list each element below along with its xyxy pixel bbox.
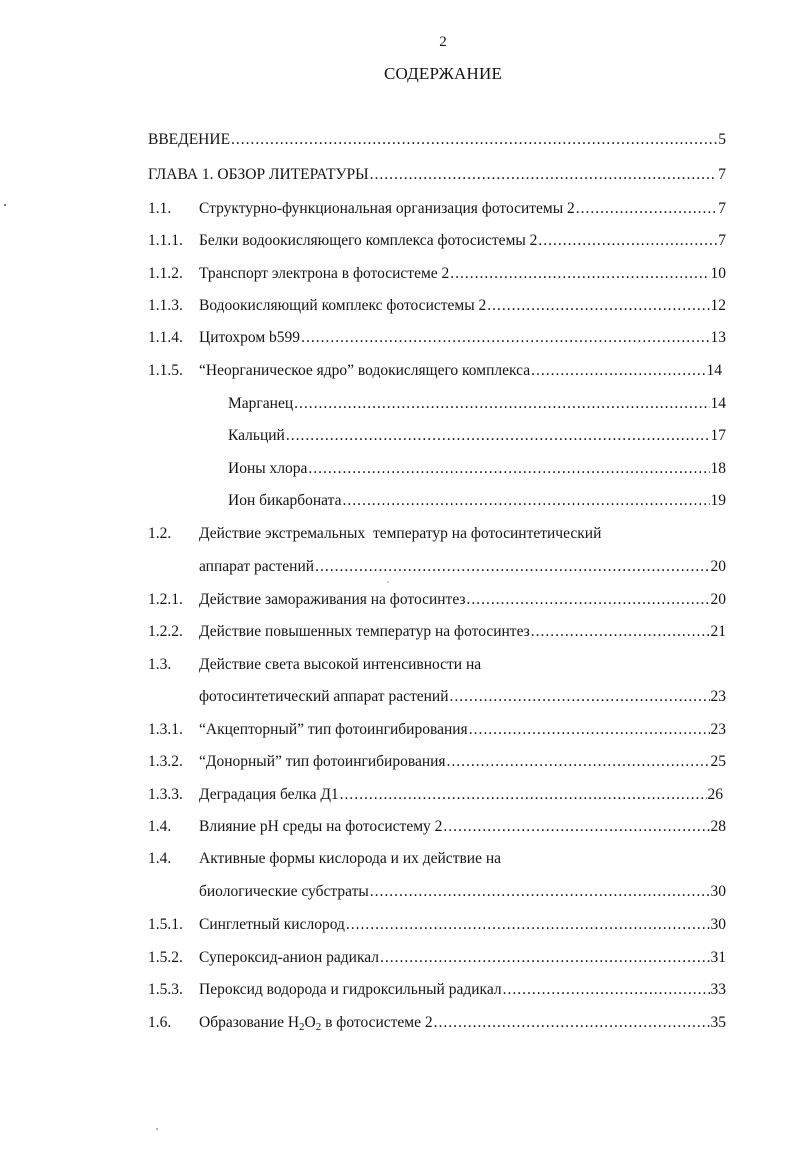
toc-entry-introduction[interactable] bbox=[148, 129, 726, 151]
toc-entry-1-3-2[interactable] bbox=[148, 751, 726, 773]
toc-label: Структурно-функциональная организация фотоситемы 2 bbox=[199, 200, 575, 217]
toc-entry-1-3[interactable] bbox=[148, 654, 726, 676]
toc-page: 14 bbox=[710, 395, 726, 412]
toc-page: 18 bbox=[710, 460, 726, 477]
toc-number: 1.1.2. bbox=[148, 265, 183, 282]
toc-page: 19 bbox=[710, 492, 726, 509]
toc-page: 28 bbox=[710, 818, 726, 835]
dot-leader bbox=[503, 979, 710, 1001]
toc-entry-1-5-2[interactable] bbox=[148, 947, 726, 969]
toc-entry-1-5-3[interactable] bbox=[148, 979, 726, 1001]
toc-page: 23 bbox=[710, 721, 726, 738]
scan-speck bbox=[4, 204, 6, 206]
dot-leader bbox=[576, 198, 717, 220]
dot-leader bbox=[467, 589, 710, 611]
toc-label: Образование $H_2O_2$ в фотосистеме 2 bbox=[199, 1014, 433, 1033]
dot-leader bbox=[531, 360, 705, 382]
toc-entry-chloride-ions[interactable] bbox=[228, 458, 726, 480]
toc-label: Действие экстремальных температур на фотосинтетический bbox=[199, 525, 602, 542]
toc-label: ВВЕДЕНИЕ bbox=[148, 131, 231, 148]
toc-number: 1.5.1. bbox=[148, 916, 183, 933]
toc-entry-1-4-ros-continuation[interactable] bbox=[199, 881, 726, 903]
dot-leader bbox=[231, 129, 717, 151]
dot-leader bbox=[340, 784, 707, 806]
toc-entry-1-1-4[interactable] bbox=[148, 327, 726, 349]
toc-label: ГЛАВА 1. ОБЗОР ЛИТЕРАТУРЫ bbox=[148, 166, 369, 183]
toc-number: 1.3. bbox=[148, 656, 172, 673]
dot-leader bbox=[342, 490, 709, 512]
dot-leader bbox=[308, 458, 709, 480]
toc-label: Ионы хлора bbox=[228, 460, 308, 477]
toc-page: 25 bbox=[710, 753, 726, 770]
toc-entry-1-3-1[interactable] bbox=[148, 719, 726, 741]
toc-page: 10 bbox=[710, 265, 726, 282]
toc-label: Транспорт электрона в фотосистеме 2 bbox=[199, 265, 450, 282]
scan-speck bbox=[387, 581, 389, 583]
dot-leader bbox=[469, 719, 710, 741]
toc-label: фотосинтетический аппарат растений bbox=[199, 688, 449, 705]
toc-label: Влияние pH среды на фотосистему 2 bbox=[199, 818, 443, 835]
toc-entry-manganese[interactable] bbox=[228, 393, 726, 415]
toc-entry-calcium[interactable] bbox=[228, 425, 726, 447]
toc-page: 12 bbox=[710, 297, 726, 314]
dot-leader bbox=[538, 230, 717, 252]
toc-entry-1-6[interactable] bbox=[148, 1012, 726, 1034]
toc-label: аппарат растений bbox=[199, 558, 315, 575]
dot-leader bbox=[370, 164, 718, 186]
dot-leader bbox=[380, 947, 710, 969]
toc-number: 1.4. bbox=[148, 850, 172, 867]
toc-label: Цитохром b599 bbox=[199, 329, 301, 346]
toc-label: Супероксид-анион радикал bbox=[199, 949, 379, 966]
toc-number: 1.4. bbox=[148, 818, 172, 835]
toc-number: 1.2.1. bbox=[148, 591, 183, 608]
toc-page: 26 bbox=[707, 786, 723, 803]
dot-leader bbox=[370, 881, 710, 903]
toc-entry-1-2[interactable] bbox=[148, 523, 726, 545]
toc-page: 5 bbox=[718, 131, 726, 148]
toc-entry-1-5-1[interactable] bbox=[148, 914, 726, 936]
toc-label: “Неорганическое ядро” водокислящего комплекса bbox=[199, 362, 531, 379]
toc-label: Действие повышенных температур на фотосинтез bbox=[199, 623, 530, 640]
toc-entry-1-4-ros[interactable] bbox=[148, 848, 726, 870]
page-title: СОДЕРЖАНИЕ bbox=[383, 64, 503, 83]
scan-speck bbox=[156, 1128, 158, 1130]
toc-entry-1-2-1[interactable] bbox=[148, 589, 726, 611]
toc-page: 20 bbox=[710, 558, 726, 575]
toc-number: 1.2. bbox=[148, 525, 172, 542]
toc-entry-1-4[interactable] bbox=[148, 816, 726, 838]
toc-label: “Акцепторный” тип фотоингибирования bbox=[199, 721, 468, 738]
toc-number: 1.1.3. bbox=[148, 297, 183, 314]
toc-page: 21 bbox=[710, 623, 726, 640]
dot-leader bbox=[531, 621, 710, 643]
toc-entry-bicarbonate-ion[interactable] bbox=[228, 490, 726, 512]
toc-label: Марганец bbox=[228, 395, 294, 412]
dot-leader bbox=[434, 1012, 710, 1034]
toc-page: 7 bbox=[718, 166, 726, 183]
toc-label: Белки водоокисляющего комплекса фотосистемы 2 bbox=[199, 232, 538, 249]
toc-label: Действие света высокой интенсивности на bbox=[199, 656, 482, 673]
toc-number: 1.3.2. bbox=[148, 753, 183, 770]
toc-page: 30 bbox=[710, 883, 726, 900]
toc-entry-1-1-1[interactable] bbox=[148, 230, 726, 252]
dot-leader bbox=[487, 295, 709, 317]
toc-entry-chapter-1[interactable] bbox=[148, 164, 726, 186]
toc-entry-1-1-5[interactable] bbox=[148, 360, 722, 382]
toc-page: 33 bbox=[710, 981, 726, 998]
dot-leader bbox=[286, 425, 710, 447]
toc-number: 1.1.5. bbox=[148, 362, 183, 379]
toc-page: 13 bbox=[710, 329, 726, 346]
toc-number: 1.5.2. bbox=[148, 949, 183, 966]
toc-entry-1-1[interactable] bbox=[148, 198, 726, 220]
toc-page: 20 bbox=[710, 591, 726, 608]
toc-number: 1.2.2. bbox=[148, 623, 183, 640]
toc-page: 35 bbox=[710, 1014, 726, 1031]
toc-label: биологические субстраты bbox=[199, 883, 369, 900]
page-number: 2 bbox=[439, 34, 447, 50]
toc-label: Ион бикарбоната bbox=[228, 492, 342, 509]
toc-entry-1-2-continuation[interactable] bbox=[199, 556, 726, 578]
toc-page: 23 bbox=[710, 688, 726, 705]
dot-leader bbox=[294, 393, 709, 415]
dot-leader bbox=[450, 686, 710, 708]
toc-number: 1.3.1. bbox=[148, 721, 183, 738]
toc-label: Кальций bbox=[228, 427, 285, 444]
toc-number: 1.1.4. bbox=[148, 329, 183, 346]
toc-page: 14 bbox=[706, 362, 722, 379]
toc-label: Водоокисляющий комплекс фотосистемы 2 bbox=[199, 297, 487, 314]
toc-number: 1.3.3. bbox=[148, 786, 183, 803]
toc-label: Деградация белка Д1 bbox=[199, 786, 339, 803]
dot-leader bbox=[301, 327, 709, 349]
dot-leader bbox=[443, 816, 709, 838]
toc-entry-1-1-3[interactable] bbox=[148, 295, 726, 317]
toc-number: 1.5.3. bbox=[148, 981, 183, 998]
toc-label: Синглетный кислород bbox=[199, 916, 345, 933]
toc-entry-1-1-2[interactable] bbox=[148, 263, 726, 285]
toc-label: Активные формы кислорода и их действие на bbox=[199, 850, 502, 867]
toc-entry-1-2-2[interactable] bbox=[148, 621, 726, 643]
toc-number: 1.6. bbox=[148, 1014, 172, 1031]
toc-page: 30 bbox=[710, 916, 726, 933]
toc-page: 7 bbox=[718, 200, 726, 217]
toc-label: Пероксид водорода и гидроксильный радикал bbox=[199, 981, 502, 998]
toc-page: 17 bbox=[710, 427, 726, 444]
toc-entry-1-3-continuation[interactable] bbox=[199, 686, 726, 708]
dot-leader bbox=[346, 914, 710, 936]
dot-leader bbox=[450, 263, 709, 285]
dot-leader bbox=[447, 751, 710, 773]
toc-label: “Донорный” тип фотоингибирования bbox=[199, 753, 446, 770]
toc-entry-1-3-3[interactable] bbox=[148, 784, 723, 806]
toc-page: 31 bbox=[710, 949, 726, 966]
toc-page: 7 bbox=[718, 232, 726, 249]
toc-label: Действие замораживания на фотосинтез bbox=[199, 591, 466, 608]
dot-leader bbox=[315, 556, 709, 578]
toc-number: 1.1. bbox=[148, 200, 172, 217]
toc-number: 1.1.1. bbox=[148, 232, 183, 249]
